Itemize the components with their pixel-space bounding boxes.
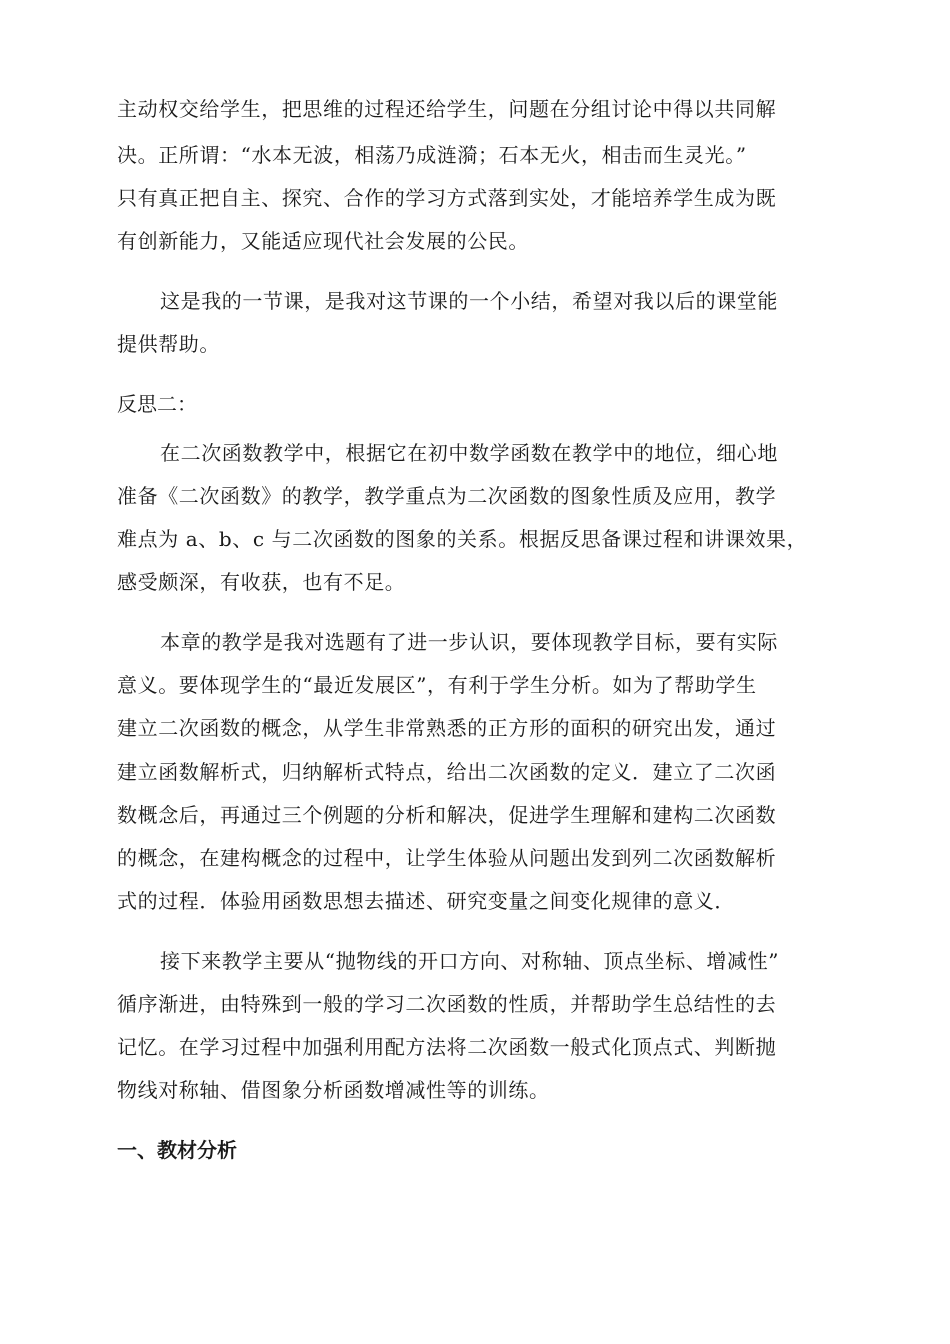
paragraph-line: 感受颇深，有收获，也有不足。 [117, 570, 406, 594]
paragraph-line: 提供帮助。 [117, 332, 220, 356]
paragraph-line: 建立函数解析式，归纳解析式特点，给出二次函数的定义．建立了二次函 [117, 760, 777, 784]
section-heading-textbook-analysis: 一、教材分析 [117, 1138, 237, 1162]
paragraph-line: 数概念后，再通过三个例题的分析和解决，促进学生理解和建构二次函数 [117, 803, 777, 827]
paragraph-line: 接下来教学主要从“抛物线的开口方向、对称轴、顶点坐标、增减性” [160, 949, 780, 973]
paragraph-line: 物线对称轴、借图象分析函数增减性等的训练。 [117, 1078, 550, 1102]
paragraph-line: 准备《二次函数》的教学，教学重点为二次函数的图象性质及应用，教学 [117, 484, 777, 508]
paragraph-line: 的概念，在建构概念的过程中，让学生体验从问题出发到列二次函数解析 [117, 846, 777, 870]
paragraph-line: 本章的教学是我对选题有了进一步认识，要体现教学目标，要有实际 [160, 630, 778, 654]
paragraph-line: 意义。要体现学生的“最近发展区”，有利于学生分析。如为了帮助学生 [117, 673, 757, 697]
paragraph-line: 建立二次函数的概念，从学生非常熟悉的正方形的面积的研究出发，通过 [117, 716, 777, 740]
paragraph-line: 循序渐进，由特殊到一般的学习二次函数的性质，并帮助学生总结性的去 [117, 992, 777, 1016]
paragraph-line: 有创新能力，又能适应现代社会发展的公民。 [117, 229, 529, 253]
paragraph-line: 只有真正把自主、探究、合作的学习方式落到实处，才能培养学生成为既 [117, 186, 777, 210]
paragraph-line: 记忆。在学习过程中加强利用配方法将二次函数一般式化顶点式、判断抛 [117, 1035, 777, 1059]
paragraph-line: 决。正所谓：“水本无波，相荡乃成涟漪；石本无火，相击而生灵光。” [117, 143, 747, 167]
section-heading-reflection-two: 反思二： [117, 392, 197, 416]
paragraph-line: 这是我的一节课，是我对这节课的一个小结，希望对我以后的课堂能 [160, 289, 778, 313]
paragraph-line: 式的过程．体验用函数思想去描述、研究变量之间变化规律的意义． [117, 889, 735, 913]
paragraph-line: 主动权交给学生，把思维的过程还给学生，问题在分组讨论中得以共同解 [117, 97, 777, 121]
paragraph-line: 在二次函数教学中，根据它在初中数学函数在教学中的地位，细心地 [160, 441, 778, 465]
paragraph-line: 难点为 a、b、c 与二次函数的图象的关系。根据反思备课过程和讲课效果， [117, 527, 808, 551]
